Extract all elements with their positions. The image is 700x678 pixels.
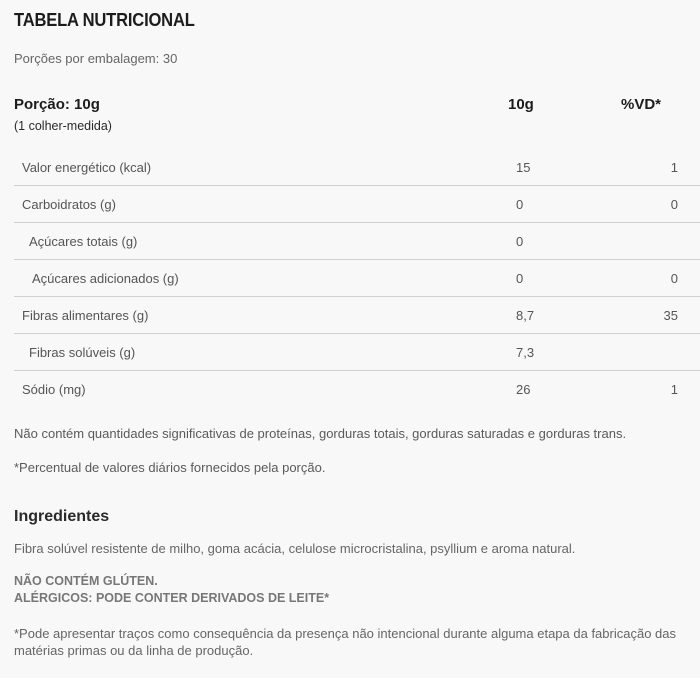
table-row bbox=[14, 223, 700, 260]
not-significant-note: Não contém quantidades significativas de proteínas, gorduras totais, gorduras saturadas e gorduras trans. bbox=[14, 426, 627, 441]
nutrient-name: Açúcares totais (g) bbox=[29, 234, 138, 249]
nutrient-daily-value: 35 bbox=[663, 308, 678, 323]
nutrient-amount: 7,3 bbox=[516, 345, 535, 360]
table-row bbox=[14, 334, 700, 371]
table-row bbox=[14, 297, 700, 334]
allergen-warning: ALÉRGICOS: PODE CONTER DERIVADOS DE LEITE* bbox=[14, 591, 330, 605]
gluten-warning: NÃO CONTÉM GLÚTEN. bbox=[14, 574, 158, 588]
nutrient-amount: 0 bbox=[516, 197, 524, 212]
portion-measure: (1 colher-medida) bbox=[14, 119, 112, 133]
nutrient-name: Carboidratos (g) bbox=[22, 197, 116, 212]
page-title: TABELA NUTRICIONAL bbox=[14, 10, 195, 30]
nutrient-amount: 0 bbox=[516, 271, 524, 286]
nutrient-name: Fibras solúveis (g) bbox=[29, 345, 136, 360]
nutrition-table bbox=[14, 149, 700, 407]
nutrient-amount: 15 bbox=[516, 160, 531, 175]
column-header-daily-value: %VD* bbox=[621, 96, 662, 113]
table-row bbox=[14, 149, 700, 186]
daily-value-note: *Percentual de valores diários fornecidos pela porção. bbox=[14, 460, 326, 475]
ingredients-list: Fibra solúvel resistente de milho, goma acácia, celulose microcristalina, psyllium e aroma natural. bbox=[14, 541, 576, 556]
nutrient-daily-value: 1 bbox=[670, 160, 678, 175]
nutrient-daily-value: 0 bbox=[670, 271, 678, 286]
ingredients-heading: Ingredientes bbox=[14, 508, 110, 525]
table-row bbox=[14, 260, 700, 297]
nutrient-amount: 8,7 bbox=[516, 308, 535, 323]
nutrient-daily-value: 0 bbox=[670, 197, 678, 212]
column-header-amount: 10g bbox=[508, 96, 534, 113]
nutrient-daily-value: 1 bbox=[670, 382, 678, 397]
portion-label: Porção: 10g bbox=[14, 96, 100, 113]
nutrient-name: Valor energético (kcal) bbox=[22, 160, 152, 175]
nutrient-name: Sódio (mg) bbox=[22, 382, 86, 397]
nutrient-name: Açúcares adicionados (g) bbox=[32, 271, 179, 286]
nutrient-amount: 26 bbox=[516, 382, 531, 397]
cross-contamination-footnote: *Pode apresentar traços como consequência da presença não intencional durante alguma etapa da fabricação das matérias primas ou da linha de produção. bbox=[14, 626, 676, 658]
table-row bbox=[14, 371, 700, 407]
nutrient-amount: 0 bbox=[516, 234, 524, 249]
servings-per-package: Porções por embalagem: 30 bbox=[14, 51, 178, 66]
nutrient-name: Fibras alimentares (g) bbox=[22, 308, 149, 323]
table-row bbox=[14, 186, 700, 223]
